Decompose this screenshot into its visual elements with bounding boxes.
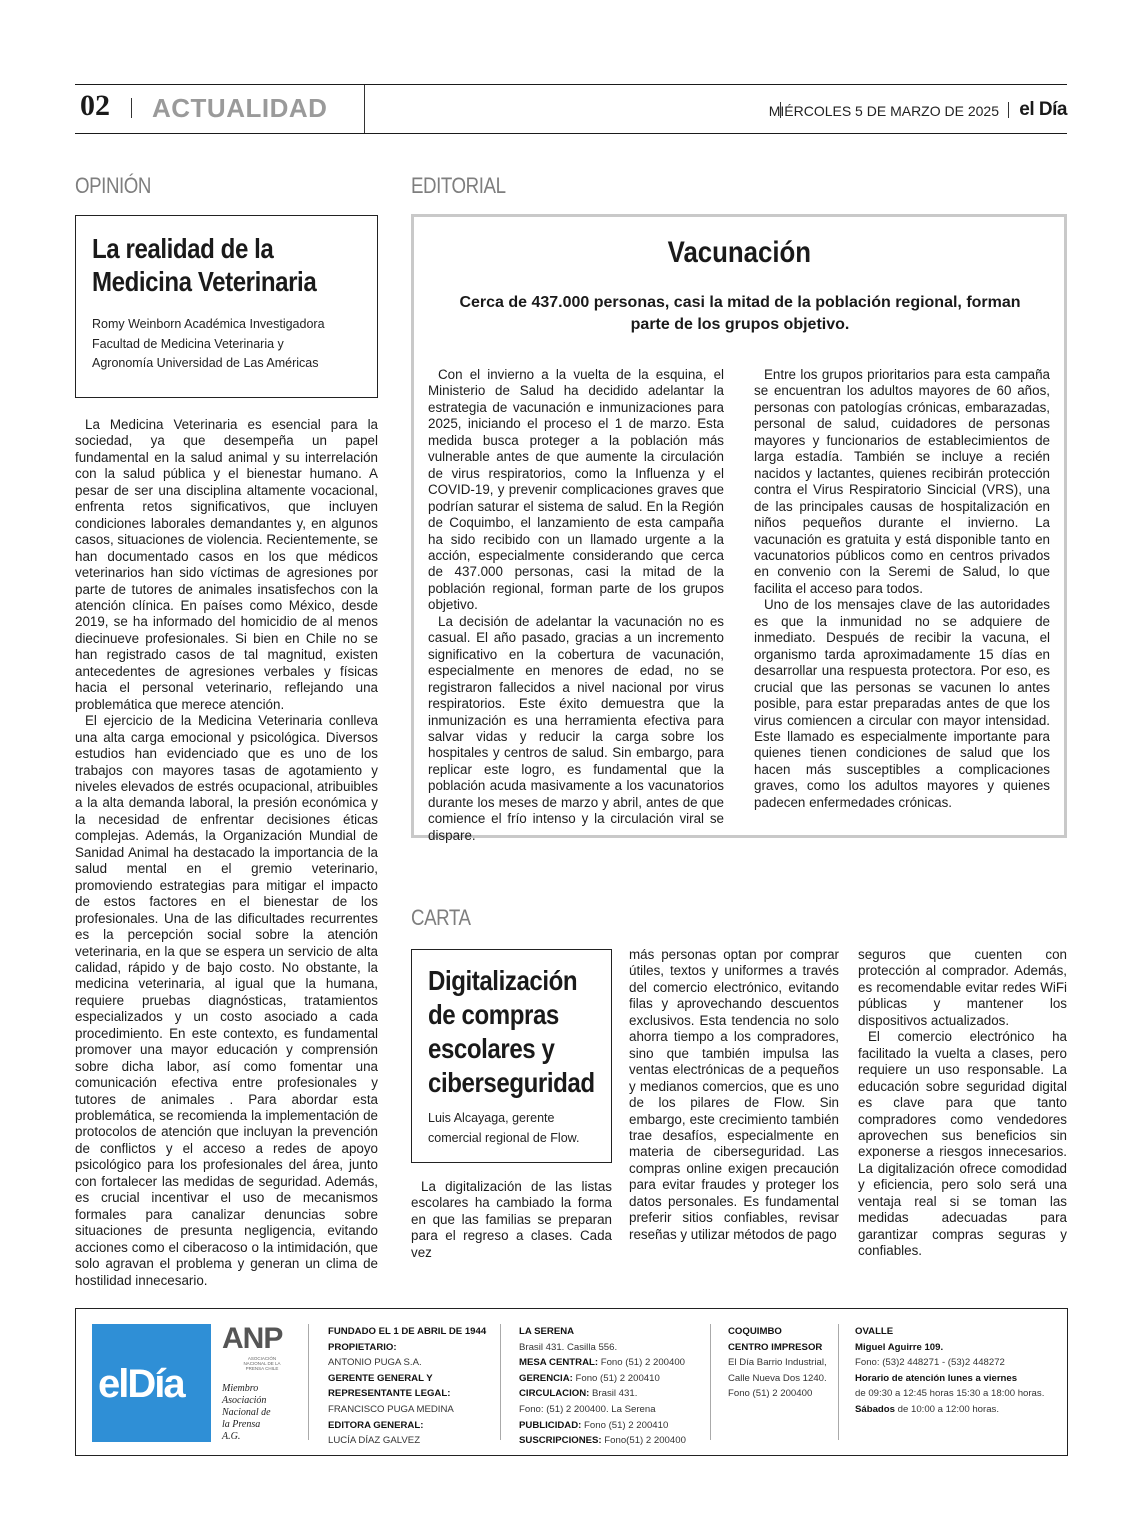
carta-label: CARTA [411, 905, 471, 930]
editorial-column-1 [428, 367, 724, 844]
membership-note: Miembro Asociación Nacional de la Prensa A.G. [222, 1383, 271, 1442]
footer-divider [838, 1324, 839, 1440]
paragraph: Entre los grupos prioritarios para esta campaña se encuentran los adultos mayores de 60 años, personas con patologías crónicas, embarazadas, personal de salud, cuidadores de personas mayores y funcionarios de establecimientos de larga estadía. También se incluye a recién nacidos y lactantes, quienes recibirán protección contra el Virus Respiratorio Sincicial (VRS), una de las principales causas de hospitalización en niños pequeños durante el invierno. La vacunación es gratuita y está disponible tanto en vacunatorios públicos como en centros privados en convenio con la Seremi de Salud, lo que facilita el acceso para todos. [754, 367, 1050, 596]
header-top-rule [75, 84, 1067, 85]
footer-logo: elDía [92, 1324, 211, 1442]
paragraph: Uno de los mensajes clave de las autoridades es que la inmunidad no se adquiere de inmediato. Después de recibir la vacuna, el organismo tarda aproximadamente 15 días en desarrollar una respuesta protectora. Por eso, es crucial que las personas se vacunen lo antes posible, para estar preparadas antes de que los virus comiencen a circular con mayor intensidad. Este llamado es especialmente importante para quienes tienen condiciones de salud que los hacen más susceptibles a complicaciones graves, como los adultos mayores y quienes padecen enfermedades crónicas. [754, 597, 1050, 810]
paragraph: más personas optan por comprar útiles, textos y uniformes a través del comercio electrónico, evitando filas y aprovechando descuentos exclusivos. Esta tendencia no solo ahorra tiempo a los compradores, sino que también impulsa las ventas electrónicas de a pequeños y medianos comercios, que es uno de los pilares de Flow. Sin embargo, este crecimiento también trae desafíos, especialmente en materia de ciberseguridad. Las compras online exigen precaución para evitar fraudes y proteger los datos personales. Es fundamental preferir sitios confiables, revisar reseñas y utilizar métodos de pago [629, 947, 839, 1242]
paragraph: El comercio electrónico ha facilitado la vuelta a clases, pero requiere un uso responsable. La educación sobre seguridad digital es clave para que tanto compradores como vendedores aprovechen sus beneficios sin exponerse a riesgos innecesarios. La digitalización ofrece comodidad y eficiencia, pero solo será una ventaja real si se toman las medidas adecuadas para garantizar compras seguras y confiables. [858, 1029, 1067, 1259]
footer-column-staff: FUNDADO EL 1 DE ABRIL DE 1944 PROPIETARIO: ANTONIO PUGA S.A. GERENTE GENERAL Y REPRESENTANTE LEGAL: FRANCISCO PUGA MEDINA EDITORA GENERAL: LUCÍA DÍAZ GALVEZ [328, 1326, 487, 1447]
opinion-title-box [75, 215, 378, 398]
paragraph: Con el invierno a la vuelta de la esquina, el Ministerio de Salud ha decidido adelantar la estrategia de vacunación e inmunizaciones para 2025, iniciando el proceso el 1 de marzo. Esta medida busca proteger a la población más vulnerable antes de que aumente la circulación de virus respiratorios, como la Influenza y el COVID-19, y prevenir complicaciones graves que podrían saturar el sistema de salud. En la Región de Coquimbo, el lanzamiento de esta campaña ha sido recibido con un llamado urgente a la acción, especialmente considerando que cerca de 437.000 personas, casi la mitad de la población regional, forman parte de los grupos objetivo. [428, 367, 724, 613]
carta-title: Digitalización de compras escolares y ciberseguridad [428, 965, 595, 1098]
footer-divider [500, 1324, 501, 1440]
footer-divider [308, 1324, 309, 1440]
paragraph: La Medicina Veterinaria es esencial para la sociedad, ya que desempeña un papel fundamental en la salud animal y su interrelación con la salud pública y el bienestar humano. A pesar de ser una disciplina altamente vocacional, enfrenta retos significativos, que incluyen condiciones laborales demandantes y, en algunos casos, situaciones de violencia. Recientemente, se han documentado casos en los que médicos veterinarios han sido víctimas de agresiones por parte de tutores de animales insatisfechos con la atención clínica. En países como México, desde 2019, se ha informado del homicidio de al menos diecinueve profesionales. Si bien en Chile no se han registrado casos de tal magnitud, existen antecedentes de agresiones verbales y físicas hacia el personal veterinario, reflejando una problemática que merece atención. [75, 417, 378, 712]
header-divider [1008, 102, 1009, 118]
paragraph: La digitalización de las listas escolares ha cambiado la forma en que las familias se preparan para el regreso a clases. Cada vez [411, 1179, 612, 1260]
opinion-author: Romy Weinborn Académica Investigadora Facultad de Medicina Veterinaria y Agronomía Universidad de Las Américas [92, 317, 325, 370]
paragraph: El ejercicio de la Medicina Veterinaria conlleva una alta carga emocional y psicológica. Diversos estudios han evidenciado que es uno de los trabajos con mayores tasas de agotamiento y niveles elevados de estrés ocupacional, atribuibles a la alta demanda laboral, la presión económica y la necesidad de enfrentar decisiones éticas complejas. Además, la Organización Mundial de Sanidad Animal ha destacado la importancia de la salud mental en el gremio veterinario, promoviendo estrategias para mitigar el impacto de estos factores en el bienestar de los profesionales. Una de las dificultades recurrentes es la percepción social sobre la atención veterinaria, en la que se espera un servicio de alta calidad, rápido y de bajo costo. No obstante, la medicina veterinaria, al igual que la humana, requiere pruebas diagnósticas, tratamientos especializados y un costo asociado a cada procedimiento. En este contexto, es fundamental promover una mayor educación y comprensión sobre dicha labor, así como fomentar una comunicación efectiva entre profesionales y tutores de animales . Para abordar esta problemática, se recomienda la implementación de protocolos de atención que incluyan la prevención de conflictos y el acceso a redes de apoyo psicológico para los profesionales del área, junto con fortalecer las medidas de seguridad. Además, es crucial incentivar el uso de mecanismos formales para canalizar denuncias sobre situaciones de presunta negligencia, evitando acciones como el ciberacoso o la intimidación, que solo agravan el problema y generan un clima de hostilidad innecesario. [75, 713, 378, 1288]
carta-column-2 [629, 947, 839, 1243]
footer-divider [710, 1324, 711, 1440]
paragraph: La decisión de adelantar la vacunación no es casual. El año pasado, gracias a un incremento significativo en la cobertura de vacunación, especialmente en menores de edad, no se registraron fallecidos a nivel nacional por virus respiratorios. Este éxito demuestra que la inmunización es una herramienta efectiva para salvar vidas y reducir la carga sobre los hospitales y centros de salud. Sin embargo, para replicar este logro, es fundamental que la población acuda masivamente a los vacunatorios durante los meses de marzo y abril, antes de que comience el frío intenso y la circulación viral se dispare. [428, 613, 724, 843]
opinion-title: La realidad de la Medicina Veterinaria [92, 233, 317, 297]
paragraph: seguros que cuenten con protección al comprador. Además, es recomendable evitar redes WiFi públicas y mantener los dispositivos actualizados. [858, 947, 1067, 1028]
issue-date: MIÉRCOLES 5 DE MARZO DE 2025 [768, 103, 999, 119]
carta-column-3 [858, 947, 1067, 1260]
carta-author: Luis Alcayaga, gerente comercial regional de Flow. [428, 1111, 580, 1145]
carta-title-box [411, 949, 612, 1163]
header-bottom-rule [75, 133, 1067, 134]
footer-column-la-serena: LA SERENA Brasil 431. Casilla 556. MESA CENTRAL: Fono (51) 2 200400 GERENCIA: Fono (51) 2 200410 CIRCULACION: Brasil 431. Fono: (51) 2 200400. La Serena PUBLICIDAD: Fono (51) 2 200410 SUSCRIPCIONES: Fono(51) 2 200400 [519, 1326, 686, 1447]
header-divider-vertical [364, 85, 365, 133]
header-divider [131, 98, 132, 118]
opinion-body [75, 417, 378, 1289]
editorial-column-2 [754, 367, 1050, 811]
footer-column-ovalle: OVALLE Miguel Aguirre 109. Fono: (53)2 448271 - (53)2 448272 Horario de atención lunes a viernes de 09:30 a 12:45 horas 15:30 a 18:00 horas. Sábados de 10:00 a 12:00 horas. [855, 1326, 1045, 1415]
section-title: ACTUALIDAD [152, 93, 328, 123]
anp-logo-subtext: ASOCIACIÓN NACIONAL DE LA PRENSA CHILE [243, 1356, 281, 1371]
editorial-subtitle: Cerca de 437.000 personas, casi la mitad de la población regional, forman parte de los grupos objetivo. [459, 294, 1021, 333]
newspaper-logo: el Día [1019, 99, 1067, 120]
opinion-label: OPINIÓN [75, 173, 151, 198]
anp-logo: ANP [222, 1322, 283, 1355]
page-number: 02 [80, 89, 110, 122]
editorial-title: Vacunación [667, 236, 811, 269]
carta-column-1 [411, 1179, 612, 1261]
footer-column-coquimbo: COQUIMBO CENTRO IMPRESOR El Día Barrio Industrial, Calle Nueva Dos 1240. Fono (51) 2 200400 [728, 1326, 827, 1400]
editorial-label: EDITORIAL [411, 173, 506, 198]
editorial-title-wrap [411, 236, 1067, 270]
